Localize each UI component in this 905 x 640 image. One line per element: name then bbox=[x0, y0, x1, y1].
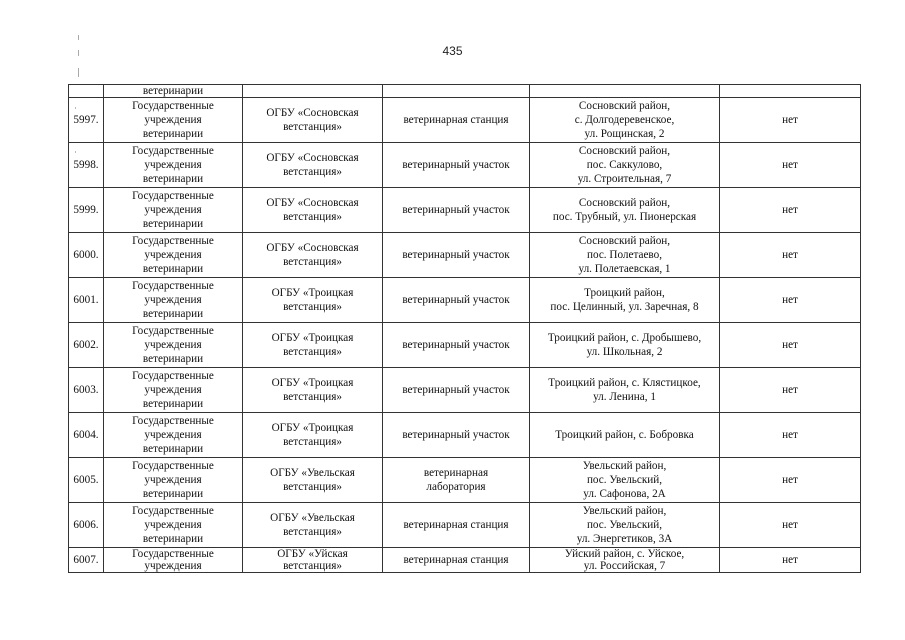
cell-status: нет bbox=[720, 278, 861, 323]
cell-line: учреждения bbox=[144, 339, 202, 351]
cell-line: ОГБУ «Сосновская bbox=[266, 152, 359, 164]
cell-facility-type bbox=[383, 503, 530, 548]
cell-line: учреждения bbox=[144, 560, 202, 572]
cell-line: ветеринарный участок bbox=[402, 384, 510, 396]
cell-facility-type bbox=[383, 98, 530, 143]
page-number: 435 bbox=[442, 44, 463, 58]
cell-line: Сосновский район, bbox=[578, 100, 671, 112]
cell-category bbox=[104, 278, 243, 323]
cell-status: нет bbox=[720, 323, 861, 368]
cell-line: Уйский район, с. Уйское, bbox=[564, 548, 685, 560]
cell-line: ветеринарии bbox=[142, 443, 204, 455]
cell-line: ветеринарный участок bbox=[402, 429, 510, 441]
cell-number: 6005. bbox=[69, 458, 104, 503]
cell-address bbox=[530, 98, 720, 143]
cell-status: нет bbox=[720, 458, 861, 503]
cell-line: ветеринарии bbox=[142, 398, 204, 410]
table-row bbox=[69, 323, 861, 368]
cell-line: Государственные bbox=[132, 145, 214, 157]
cell-line: пос. Увельский, bbox=[586, 474, 663, 486]
cell-line: ОГБУ «Сосновская bbox=[266, 107, 359, 119]
cell-line: ветстанция» bbox=[283, 211, 342, 223]
cell-line: ветеринарии bbox=[142, 308, 204, 320]
cell-line: ветстанция» bbox=[283, 391, 342, 403]
cell-line: ОГБУ «Увельская bbox=[270, 467, 355, 479]
cell-line: ветеринарии bbox=[142, 263, 204, 275]
cell-facility-type bbox=[383, 143, 530, 188]
cell-category bbox=[104, 143, 243, 188]
table-row bbox=[69, 548, 861, 573]
cell-line: Государственные bbox=[132, 235, 214, 247]
cell-category bbox=[104, 548, 243, 573]
cell-organization bbox=[243, 278, 383, 323]
cell-organization bbox=[243, 503, 383, 548]
cell-line: ул. Энергетиков, 3А bbox=[576, 533, 673, 545]
cell-category bbox=[104, 458, 243, 503]
cell-line: ветеринарная станция bbox=[403, 114, 509, 126]
table-row-continuation bbox=[69, 85, 861, 98]
cell-line: Сосновский район, bbox=[578, 197, 671, 209]
cell-number: 6004. bbox=[69, 413, 104, 458]
cell-organization bbox=[243, 368, 383, 413]
cell-line: Троицкий район, bbox=[584, 287, 665, 299]
cell-address bbox=[530, 503, 720, 548]
cell-number: 5998. bbox=[69, 143, 104, 188]
cell-facility-type bbox=[383, 458, 530, 503]
table-row bbox=[69, 368, 861, 413]
cell-number: 5997. bbox=[69, 98, 104, 143]
cell-category bbox=[104, 323, 243, 368]
cell-line: пос. Трубный, ул. Пионерская bbox=[552, 211, 697, 223]
cell-address bbox=[530, 85, 720, 98]
cell-number: 6002. bbox=[69, 323, 104, 368]
cell-number: 6007. bbox=[69, 548, 104, 573]
cell-line: ветстанция» bbox=[283, 301, 342, 313]
cell-line: ОГБУ «Троицкая bbox=[271, 287, 354, 299]
cell-category bbox=[104, 85, 243, 98]
cell-status: нет bbox=[720, 548, 861, 573]
cell-line: учреждения bbox=[144, 474, 202, 486]
cell-facility-type bbox=[383, 233, 530, 278]
cell-facility-type bbox=[383, 188, 530, 233]
cell-line: учреждения bbox=[144, 384, 202, 396]
cell-line: учреждения bbox=[144, 159, 202, 171]
cell-address bbox=[530, 188, 720, 233]
cell-line: ул. Российская, 7 bbox=[583, 560, 666, 572]
cell-line: Сосновский район, bbox=[578, 235, 671, 247]
cell-line: лаборатория bbox=[426, 481, 486, 493]
cell-line: Государственные bbox=[132, 460, 214, 472]
cell-organization bbox=[243, 458, 383, 503]
table-row bbox=[69, 413, 861, 458]
cell-line: ветстанция» bbox=[283, 436, 342, 448]
cell-line: ОГБУ «Сосновская bbox=[266, 242, 359, 254]
cell-number bbox=[69, 85, 104, 98]
cell-status: нет bbox=[720, 413, 861, 458]
cell-category bbox=[104, 413, 243, 458]
cell-organization bbox=[243, 188, 383, 233]
cell-line: Государственные bbox=[132, 548, 214, 560]
table-row bbox=[69, 188, 861, 233]
cell-status: нет bbox=[720, 143, 861, 188]
scan-mark bbox=[78, 50, 79, 56]
cell-line: ОГБУ «Сосновская bbox=[266, 197, 359, 209]
cell-organization bbox=[243, 323, 383, 368]
cell-address bbox=[530, 413, 720, 458]
cell-line: учреждения bbox=[144, 519, 202, 531]
cell-line: ветеринарный участок bbox=[402, 294, 510, 306]
cell-line: ветеринарии bbox=[142, 218, 204, 230]
cell-line: пос. Полетаево, bbox=[586, 249, 663, 261]
cell-line: ветстанция» bbox=[283, 166, 342, 178]
cell-address bbox=[530, 458, 720, 503]
cell-line: Государственные bbox=[132, 280, 214, 292]
cell-category bbox=[104, 368, 243, 413]
cell-organization bbox=[243, 98, 383, 143]
cell-number: 6001. bbox=[69, 278, 104, 323]
cell-line: Государственные bbox=[132, 325, 214, 337]
cell-line: ОГБУ «Увельская bbox=[270, 512, 355, 524]
cell-number: 5999. bbox=[69, 188, 104, 233]
cell-facility-type bbox=[383, 278, 530, 323]
cell-line: ветеринарная bbox=[423, 467, 489, 479]
cell-status bbox=[720, 85, 861, 98]
cell-status: нет bbox=[720, 233, 861, 278]
cell-line: пос. Саккулово, bbox=[586, 159, 663, 171]
cell-category bbox=[104, 503, 243, 548]
cell-line: учреждения bbox=[144, 204, 202, 216]
cell-line: Государственные bbox=[132, 505, 214, 517]
registry-table bbox=[68, 84, 861, 573]
cell-line: ветеринарный участок bbox=[402, 204, 510, 216]
cell-line: Государственные bbox=[132, 190, 214, 202]
cell-line: ОГБУ «Троицкая bbox=[271, 422, 354, 434]
cell-line: Государственные bbox=[132, 100, 214, 112]
cell-line: ул. Ленина, 1 bbox=[593, 391, 656, 403]
cell-number: 6006. bbox=[69, 503, 104, 548]
cell-facility-type bbox=[383, 323, 530, 368]
scan-mark bbox=[78, 68, 79, 77]
cell-line: учреждения bbox=[144, 114, 202, 126]
cell-line: ул. Школьная, 2 bbox=[586, 346, 663, 358]
cell-line: учреждения bbox=[144, 294, 202, 306]
cell-category bbox=[104, 233, 243, 278]
cell-line: ОГБУ «Уйская bbox=[277, 548, 348, 560]
cell-line: ветстанция» bbox=[283, 560, 342, 572]
cell-line: ветеринарии bbox=[142, 128, 204, 140]
cell-line: Троицкий район, с. Бобровка bbox=[555, 429, 694, 441]
cell-line: ветеринарный участок bbox=[402, 339, 510, 351]
registry-table-body bbox=[69, 85, 861, 573]
cell-line: ул. Полетаевская, 1 bbox=[578, 263, 671, 275]
table-row bbox=[69, 143, 861, 188]
cell-status: нет bbox=[720, 98, 861, 143]
cell-status: нет bbox=[720, 188, 861, 233]
cell-line: Сосновский район, bbox=[578, 145, 671, 157]
cell-number: 6000. bbox=[69, 233, 104, 278]
cell-line: ветеринарии bbox=[142, 533, 204, 545]
table-row bbox=[69, 278, 861, 323]
cell-line: ветстанция» bbox=[283, 481, 342, 493]
cell-organization bbox=[243, 548, 383, 573]
cell-line: ветстанция» bbox=[283, 526, 342, 538]
cell-address bbox=[530, 368, 720, 413]
cell-line: ветеринарный участок bbox=[402, 159, 510, 171]
cell-status: нет bbox=[720, 503, 861, 548]
cell-organization bbox=[243, 85, 383, 98]
cell-organization bbox=[243, 233, 383, 278]
cell-category bbox=[104, 188, 243, 233]
cell-address bbox=[530, 278, 720, 323]
cell-status: нет bbox=[720, 368, 861, 413]
cell-facility-type bbox=[383, 413, 530, 458]
cell-line: ул. Сафонова, 2А bbox=[583, 488, 666, 500]
cell-line: ветстанция» bbox=[283, 346, 342, 358]
cell-line: с. Долгодеревенское, bbox=[574, 114, 675, 126]
cell-category bbox=[104, 98, 243, 143]
cell-line: ОГБУ «Троицкая bbox=[271, 377, 354, 389]
cell-organization bbox=[243, 413, 383, 458]
cell-line: ветеринарии bbox=[142, 353, 204, 365]
cell-line: пос. Увельский, bbox=[586, 519, 663, 531]
cell-line: ОГБУ «Троицкая bbox=[271, 332, 354, 344]
cell-line: ветеринарная станция bbox=[403, 519, 509, 531]
table-row bbox=[69, 233, 861, 278]
cell-address bbox=[530, 233, 720, 278]
cell-line: ветеринарии bbox=[142, 488, 204, 500]
cell-line: ул. Рощинская, 2 bbox=[584, 128, 665, 140]
table-row bbox=[69, 503, 861, 548]
cell-line: ветеринарии bbox=[142, 85, 204, 97]
table-row bbox=[69, 458, 861, 503]
cell-address bbox=[530, 143, 720, 188]
cell-line: ветстанция» bbox=[283, 121, 342, 133]
cell-number: 6003. bbox=[69, 368, 104, 413]
cell-line: ветеринарный участок bbox=[402, 249, 510, 261]
cell-line: ветеринарии bbox=[142, 173, 204, 185]
cell-line: Увельский район, bbox=[582, 505, 667, 517]
cell-line: Троицкий район, с. Клястицкое, bbox=[548, 377, 701, 389]
cell-facility-type bbox=[383, 368, 530, 413]
cell-line: Троицкий район, с. Дробышево, bbox=[547, 332, 702, 344]
cell-line: учреждения bbox=[144, 429, 202, 441]
cell-line: Увельский район, bbox=[582, 460, 667, 472]
cell-line: пос. Целинный, ул. Заречная, 8 bbox=[550, 301, 699, 313]
cell-address bbox=[530, 323, 720, 368]
cell-line: Государственные bbox=[132, 370, 214, 382]
cell-address bbox=[530, 548, 720, 573]
cell-facility-type bbox=[383, 548, 530, 573]
scan-mark bbox=[78, 35, 79, 40]
cell-line: ветеринарная станция bbox=[403, 554, 509, 566]
cell-line: Государственные bbox=[132, 415, 214, 427]
cell-facility-type bbox=[383, 85, 530, 98]
cell-line: учреждения bbox=[144, 249, 202, 261]
cell-line: ул. Строительная, 7 bbox=[577, 173, 672, 185]
table-row bbox=[69, 98, 861, 143]
cell-line: ветстанция» bbox=[283, 256, 342, 268]
cell-organization bbox=[243, 143, 383, 188]
